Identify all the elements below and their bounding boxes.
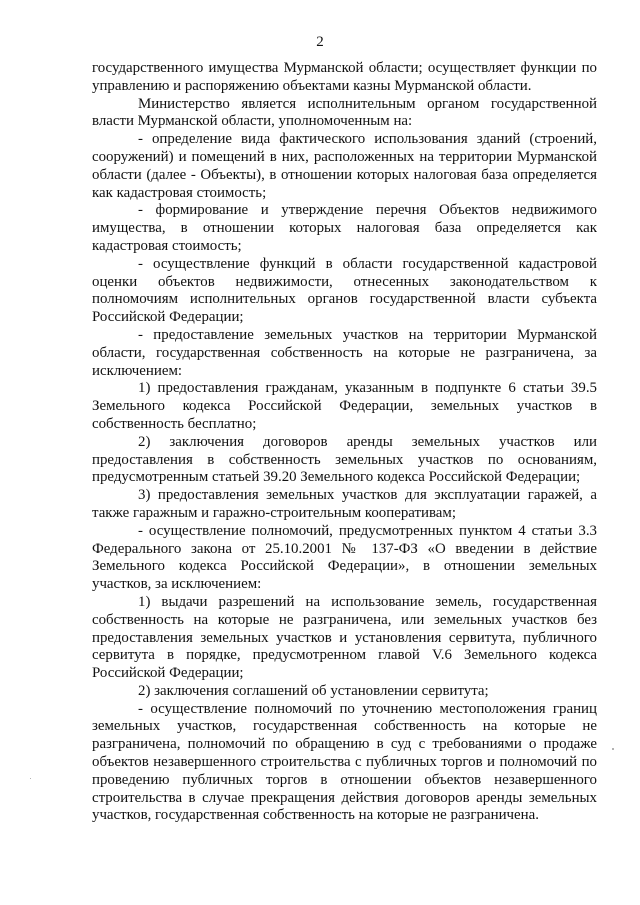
paragraph-continuation: государственного имущества Мурманской области; осуществляет функции по управлению и распоряжению объектами казны Мурманской области.: [92, 60, 597, 94]
sublist-item-1: 1) предоставления гражданам, указанным в подпункте 6 статьи 39.5 Земельного кодекса Российской Федерации, земельных участков в собственность бесплатно;: [92, 380, 597, 432]
scan-speck: [30, 778, 31, 779]
list-item-property-list: - формирование и утверждение перечня Объектов недвижимого имущества, в отношении которых налоговая база определяется как кадастровая стоимость;: [92, 202, 597, 254]
sublist-item-servitude: 2) заключения соглашений об установлении сервитута;: [138, 682, 489, 699]
list-item-federal-law-powers: - осуществление полномочий, предусмотренных пунктом 4 статьи 3.3 Федерального закона от 25.10.2001 № 137-ФЗ «О введении в действие Земельного кодекса Российской Федерации», в отношении земельных участков, за исключением:: [92, 522, 597, 593]
list-item-boundaries: - осуществление полномочий по уточнению местоположения границ земельных участков, государственная собственность на которые не разграничена, полномочий по обращению в суд с требованиями о продаже объектов незавершенного строительства с публичных торгов и полномочий по проведению публичных торгов в отношении объектов незавершенного строительства в случае прекращения действия договоров аренды земельных участков, государственная собственность на которые не разграничена.: [92, 700, 597, 824]
scan-speck: [612, 748, 614, 750]
list-item-building-usage: - определение вида фактического использования зданий (строений, сооружений) и помещений в них, расположенных на территории Мурманской области (далее - Объекты), в отношении которых налоговая база определяется как кадастровая стоимость;: [92, 131, 597, 201]
sublist-item-2: 2) заключения договоров аренды земельных участков или предоставления в собственность земельных участков по основаниям, предусмотренным статьей 39.20 Земельного кодекса Российской Федерации;: [92, 433, 597, 486]
document-body: [92, 60, 597, 825]
list-item-land-provision: - предоставление земельных участков на территории Мурманской области, государственная собственность на которые не разграничена, за исключением:: [92, 326, 597, 379]
sublist-item-permits: 1) выдачи разрешений на использование земель, государственная собственность на которые не разграничена, или земельных участков без предоставления земельных участков и установления сервитута, публичного сервитута в порядке, предусмотренном главой V.6 Земельного кодекса Российской Федерации;: [92, 593, 597, 682]
paragraph-ministry-authority: Министерство является исполнительным органом государственной власти Мурманской области, уполномоченным на:: [92, 95, 597, 130]
page-number: 2: [316, 34, 324, 50]
list-item-cadastral-valuation: - осуществление функций в области государственной кадастровой оценки объектов недвижимости, отнесенных законодательством к полномочиям исполнительных органов государственной власти субъекта Российской Федерации;: [92, 255, 597, 326]
sublist-item-3: 3) предоставления земельных участков для эксплуатации гаражей, а также гаражным и гаражно-строительным кооперативам;: [92, 487, 597, 521]
